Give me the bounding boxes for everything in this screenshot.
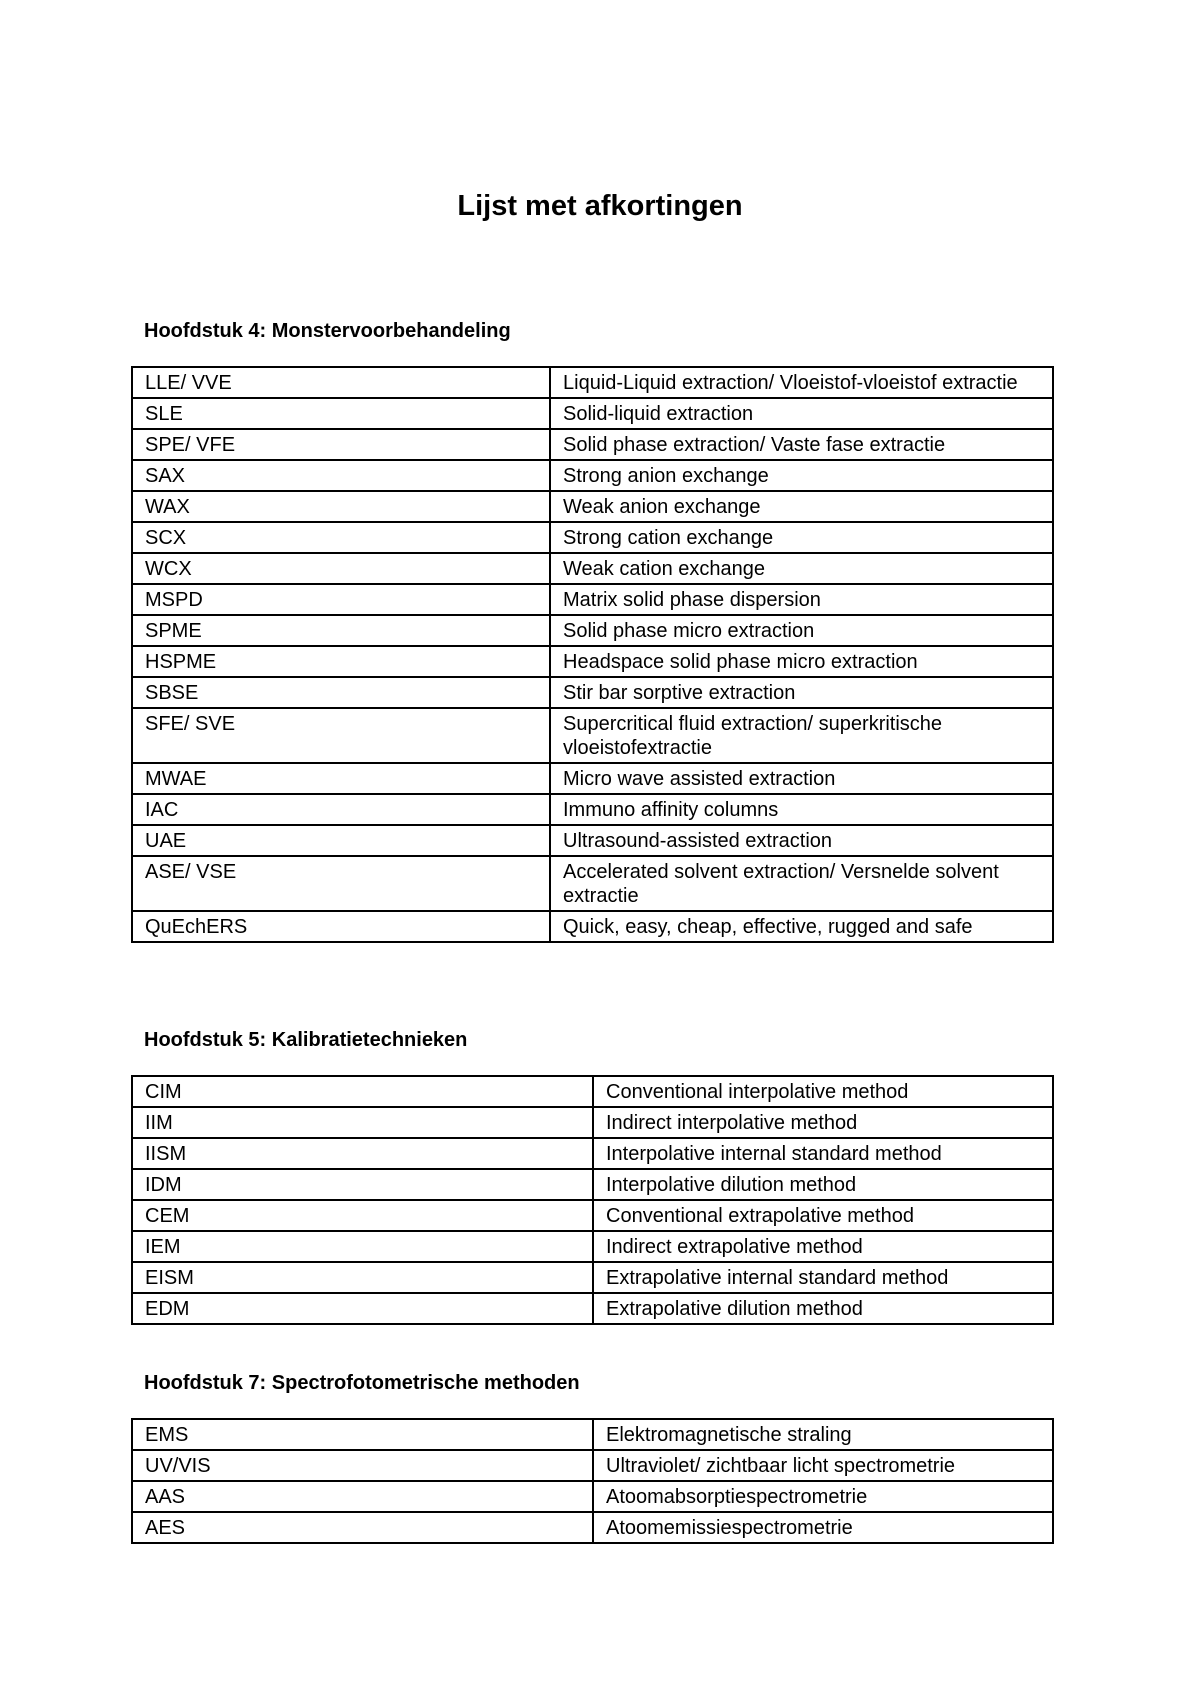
meaning-cell: Weak cation exchange [550,553,1053,584]
meaning-cell: Strong anion exchange [550,460,1053,491]
abbreviation-cell: MSPD [132,584,550,615]
table-row [132,1481,1053,1512]
abbreviation-cell: SPE/ VFE [132,429,550,460]
abbreviation-table-ch4 [131,366,1054,943]
table-row [132,584,1053,615]
meaning-cell: Quick, easy, cheap, effective, rugged and safe [550,911,1053,942]
table-row [132,460,1053,491]
meaning-cell: Solid-liquid extraction [550,398,1053,429]
abbreviation-cell: SFE/ SVE [132,708,550,763]
table-row [132,1107,1053,1138]
table-row [132,1450,1053,1481]
table-row [132,1169,1053,1200]
table-row [132,1419,1053,1450]
abbreviation-cell: EISM [132,1262,593,1293]
meaning-cell: Elektromagnetische straling [593,1419,1053,1450]
meaning-cell: Supercritical fluid extraction/ superkritische vloeistofextractie [550,708,1053,763]
table-row [132,1512,1053,1543]
abbreviation-cell: IEM [132,1231,593,1262]
meaning-cell: Immuno affinity columns [550,794,1053,825]
meaning-cell: Strong cation exchange [550,522,1053,553]
meaning-cell: Stir bar sorptive extraction [550,677,1053,708]
meaning-cell: Indirect interpolative method [593,1107,1053,1138]
meaning-cell: Headspace solid phase micro extraction [550,646,1053,677]
meaning-cell: Solid phase extraction/ Vaste fase extractie [550,429,1053,460]
table-row [132,911,1053,942]
table-row [132,1231,1053,1262]
section-heading-ch5: Hoofdstuk 5: Kalibratietechnieken [144,1029,468,1051]
abbreviation-cell: IISM [132,1138,593,1169]
abbreviation-table-ch5 [131,1075,1054,1325]
abbreviation-cell: AAS [132,1481,593,1512]
abbreviation-cell: IIM [132,1107,593,1138]
table-row [132,429,1053,460]
table-row [132,1262,1053,1293]
meaning-cell: Extrapolative dilution method [593,1293,1053,1324]
abbreviation-cell: IDM [132,1169,593,1200]
meaning-cell: Extrapolative internal standard method [593,1262,1053,1293]
table-row [132,491,1053,522]
abbreviation-cell: MWAE [132,763,550,794]
abbreviation-cell: QuEchERS [132,911,550,942]
table-row [132,1138,1053,1169]
abbreviation-cell: ASE/ VSE [132,856,550,911]
table-row [132,646,1053,677]
abbreviation-cell: AES [132,1512,593,1543]
meaning-cell: Ultrasound-assisted extraction [550,825,1053,856]
table-row [132,1200,1053,1231]
meaning-cell: Solid phase micro extraction [550,615,1053,646]
abbreviation-cell: UV/VIS [132,1450,593,1481]
page-title: Lijst met afkortingen [457,190,743,222]
abbreviation-cell: HSPME [132,646,550,677]
abbreviation-cell: WAX [132,491,550,522]
table-row [132,1076,1053,1107]
table-row [132,825,1053,856]
meaning-cell: Atoomabsorptiespectrometrie [593,1481,1053,1512]
abbreviation-cell: SPME [132,615,550,646]
meaning-cell: Micro wave assisted extraction [550,763,1053,794]
meaning-cell: Matrix solid phase dispersion [550,584,1053,615]
meaning-cell: Interpolative dilution method [593,1169,1053,1200]
meaning-cell: Accelerated solvent extraction/ Versnelde solvent extractie [550,856,1053,911]
abbreviation-cell: WCX [132,553,550,584]
table-row [132,794,1053,825]
meaning-cell: Weak anion exchange [550,491,1053,522]
abbreviation-cell: IAC [132,794,550,825]
meaning-cell: Atoomemissiespectrometrie [593,1512,1053,1543]
abbreviation-cell: SAX [132,460,550,491]
table-row [132,856,1053,911]
abbreviation-cell: UAE [132,825,550,856]
table-row [132,367,1053,398]
abbreviation-table-ch7 [131,1418,1054,1544]
meaning-cell: Indirect extrapolative method [593,1231,1053,1262]
meaning-cell: Liquid-Liquid extraction/ Vloeistof-vloeistof extractie [550,367,1053,398]
meaning-cell: Conventional interpolative method [593,1076,1053,1107]
meaning-cell: Interpolative internal standard method [593,1138,1053,1169]
table-row [132,708,1053,763]
section-heading-ch7: Hoofdstuk 7: Spectrofotometrische methoden [144,1372,580,1394]
table-row [132,1293,1053,1324]
table-row [132,677,1053,708]
abbreviation-cell: CIM [132,1076,593,1107]
meaning-cell: Ultraviolet/ zichtbaar licht spectrometrie [593,1450,1053,1481]
abbreviation-cell: SBSE [132,677,550,708]
table-row [132,763,1053,794]
section-heading-ch4: Hoofdstuk 4: Monstervoorbehandeling [144,320,511,342]
table-row [132,398,1053,429]
abbreviation-cell: SLE [132,398,550,429]
abbreviation-cell: SCX [132,522,550,553]
abbreviation-cell: EDM [132,1293,593,1324]
abbreviation-cell: LLE/ VVE [132,367,550,398]
table-row [132,522,1053,553]
table-row [132,615,1053,646]
abbreviation-cell: CEM [132,1200,593,1231]
abbreviation-cell: EMS [132,1419,593,1450]
table-row [132,553,1053,584]
meaning-cell: Conventional extrapolative method [593,1200,1053,1231]
